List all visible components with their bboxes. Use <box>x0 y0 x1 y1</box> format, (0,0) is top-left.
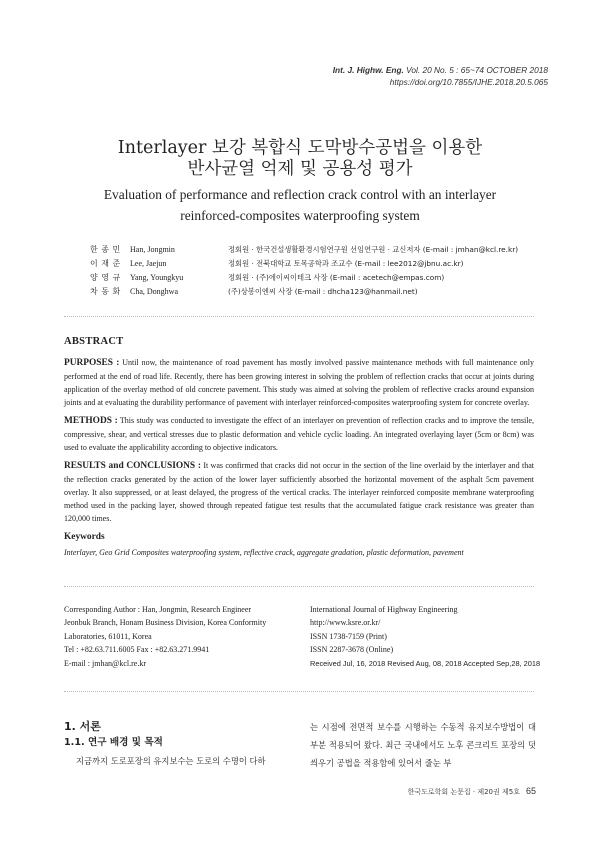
abstract <box>64 335 534 559</box>
body-text-right: 는 시점에 전면적 보수를 시행하는 수동적 유지보수방법이 대부분 적용되어 왔다. 최근 국내에서도 노후 콘크리트 포장의 덧씌우기 공법을 적용함에 있어서 줄눈 부 <box>310 722 536 768</box>
results-label: RESULTS and CONCLUSIONS : <box>64 461 201 471</box>
correspondence-line: Tel : +82.63.711.6005 Fax : +82.63.271.9941 <box>64 645 210 655</box>
journal-info-block <box>310 603 545 670</box>
methods-text: This study was conducted to investigate the effect of an interlayer on prevention of reflection cracks and to improve the tensile, compressive, shear, and vertical stresses due to plastic deformation and vehicle cyclic loading. An integrated overlaying layer (5cm or 8cm) was used to evaluate the applicability according to objective indicators. <box>64 416 534 452</box>
author-list <box>90 243 518 299</box>
divider <box>64 691 534 692</box>
correspondence-line: Laboratories, 61011, Korea <box>64 631 152 641</box>
author-row <box>90 243 518 257</box>
divider <box>64 586 534 587</box>
methods-label: METHODS : <box>64 416 118 426</box>
title-korean-line1: Interlayer 보강 복합식 도막방수공법을 이용한 <box>117 138 483 158</box>
author-row <box>90 271 518 285</box>
body-text-left: 지금까지 도로포장의 유지보수는 도로의 수명이 다하 <box>76 756 266 766</box>
journal-header <box>333 64 548 88</box>
author-name-en: Cha, Donghwa <box>130 287 178 296</box>
author-name-ko: 양 영 규 <box>90 273 121 282</box>
correspondence-line: Jeonbuk Branch, Honam Business Division, Korea Conformity <box>64 618 267 628</box>
author-name-en: Yang, Youngkyu <box>130 273 184 282</box>
correspondence-block <box>64 603 299 670</box>
author-affiliation: 정회원 · 한국건설생활환경시험연구원 선임연구원 · 교신저자 (E-mail : jmhan@kcl.re.kr) <box>228 245 519 254</box>
journal-info-line: ISSN 2287-3678 (Online) <box>310 645 394 655</box>
page-number: 65 <box>525 786 536 796</box>
journal-info-line: International Journal of Highway Engineering <box>310 605 458 614</box>
journal-abbrev: Int. J. Highw. Eng. <box>332 65 404 75</box>
journal-url[interactable]: http://www.ksre.or.kr/ <box>310 618 381 628</box>
results-text: It was confirmed that cracks did not occur in the section of the line overlaid by the interlayer and that the reflection cracks generated by the action of the lower layer sufficiently absorbed the horizontal movement of the asphalt 5cm pavement overlay. It also suppressed, or at least delayed, the progress of the vertical cracks. The interlayer reinforced composite membrane waterproofing method used in the packing layer, showed through repeated fatigue test results that the accumulated fatigue crack resistance was greater than 120,000 times. <box>64 461 535 523</box>
title-korean <box>0 138 600 180</box>
title-english <box>0 184 600 226</box>
journal-info-line: ISSN 1738-7159 (Print) <box>310 631 387 641</box>
author-name-ko: 한 종 민 <box>90 245 121 254</box>
abstract-results <box>64 459 534 525</box>
title-korean-line2: 반사균열 억제 및 공용성 평가 <box>187 159 413 179</box>
journal-doi[interactable]: https://doi.org/10.7855/IJHE.2018.20.5.065 <box>389 77 548 87</box>
title-english-line2: reinforced-composites waterproofing system <box>180 208 420 223</box>
author-affiliation: 정회원 · (주)에이씨이테크 사장 (E-mail : acetech@empas.com) <box>228 273 445 282</box>
abstract-purposes <box>64 356 534 409</box>
journal-issue: Vol. 20 No. 5 : 65~74 OCTOBER 2018 <box>406 65 548 75</box>
purposes-text: Until now, the maintenance of road pavement has mostly involved passive maintenance methods with full maintenance only performed at the end of road life. Recently, there has been growing interest in solving the problem of reflection cracks that occur at joints during application of the overlay method of old concrete pavement. This study was aimed at solving the problem of reflective cracks around expansion joints and at evaluating the durability performance of pavement with interlayer reinforced-composites waterproofing system for concrete overlay. <box>64 358 535 407</box>
abstract-methods <box>64 414 534 454</box>
author-name-en: Lee, Jaejun <box>130 259 167 268</box>
divider <box>64 316 534 317</box>
correspondence-line: Corresponding Author : Han, Jongmin, Research Engineer <box>64 605 252 614</box>
section-introduction <box>64 718 294 770</box>
subsection-heading: 1.1. 연구 배경 및 목적 <box>64 737 163 748</box>
purposes-label: PURPOSES : <box>64 358 120 368</box>
page-footer <box>408 786 536 797</box>
correspondence-email: E-mail : jmhan@kcl.re.kr <box>64 658 147 668</box>
keywords-text: Interlayer, Geo Grid Composites waterproofing system, reflective crack, aggregate gradation, plastic deformation, pavement <box>64 548 464 557</box>
abstract-heading: ABSTRACT <box>64 336 124 347</box>
footer-journal: 한국도로학회 논문집 · 제20권 제5호 <box>407 788 520 796</box>
author-affiliation: 정회원 · 전북대학교 토목공학과 조교수 (E-mail : lee2012@jbnu.ac.kr) <box>228 259 464 268</box>
keywords-heading: Keywords <box>64 532 105 542</box>
title-english-line1: Evaluation of performance and reflection crack control with an interlayer <box>103 187 497 202</box>
author-affiliation: (주)상봉이엔씨 사장 (E-mail : dhcha123@hanmail.net) <box>228 287 418 296</box>
author-row <box>90 257 518 271</box>
author-row <box>90 285 518 299</box>
author-name-ko: 차 동 화 <box>90 287 121 296</box>
author-name-ko: 이 재 준 <box>90 259 121 268</box>
author-name-en: Han, Jongmin <box>130 245 175 254</box>
section-heading: 1. 서론 <box>64 720 101 733</box>
article-dates: Received Jul, 16, 2018 Revised Aug, 08, 2018 Accepted Sep,28, 2018 <box>310 658 541 668</box>
